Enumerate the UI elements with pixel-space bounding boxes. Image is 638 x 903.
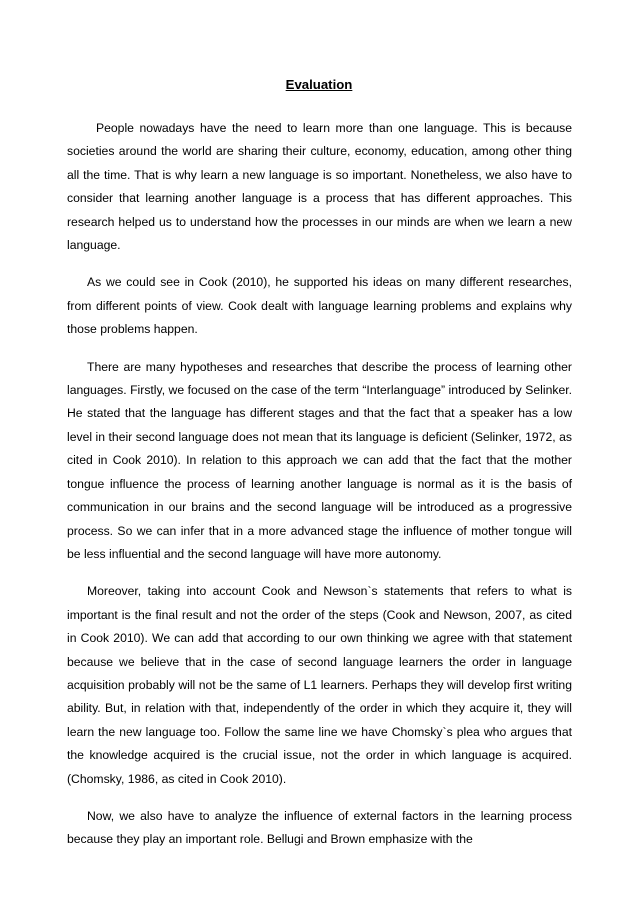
paragraph-cook-newson: Moreover, taking into account Cook and Newson`s statements that refers to what is important is the final result and not the order of the steps (Cook and Newson, 2007, as cited in Cook 2010). We can add that according to our own thinking we agree with that statement because we believe that in the case of second language learners the order in language acquisition probably will not be the same of L1 learners. Perhaps they will develop first writing ability. But, in relation with that, independently of the order in which they acquire it, they will learn the new language too. Follow the same line we have Chomsky`s plea who argues that the knowledge acquired is the crucial issue, not the order in which language is acquired. (Chomsky, 1986, as cited in Cook 2010). bbox=[67, 584, 572, 786]
paragraph-external-factors: Now, we also have to analyze the influence of external factors in the learning process because they play an important role. Bellugi and Brown emphasize with the bbox=[67, 808, 572, 847]
paragraph-intro: People nowadays have the need to learn more than one language. This is because societies around the world are sharing their culture, economy, education, among other thing all the time. That is why learn a new language is so important. Nonetheless, we also have to consider that learning another language is a process that has different approaches. This research helped us to understand how the processes in our minds are when we learn a new language. bbox=[67, 121, 572, 253]
paragraph-cook: As we could see in Cook (2010), he supported his ideas on many different researches, from different points of view. Cook dealt with language learning problems and explains why those problems happen. bbox=[67, 275, 572, 337]
paragraph-interlanguage: There are many hypotheses and researches that describe the process of learning other languages. Firstly, we focused on the case of the term “Interlanguage” introduced by Selinker. He stated that the language has different stages and that the fact that a speaker has a low level in their second language does not mean that its language is deficient (Selinker, 1972, as cited in Cook 2010). In relation to this approach we can add that the fact that the mother tongue influence the process of learning another language is normal as it is the basis of communication in our brains and the second language will be introduced as a progressive process. So we can infer that in a more advanced stage the influence of mother tongue will be less influential and the second language will have more autonomy. bbox=[67, 359, 572, 561]
page-title: Evaluation bbox=[285, 77, 353, 92]
document-body bbox=[67, 117, 572, 852]
